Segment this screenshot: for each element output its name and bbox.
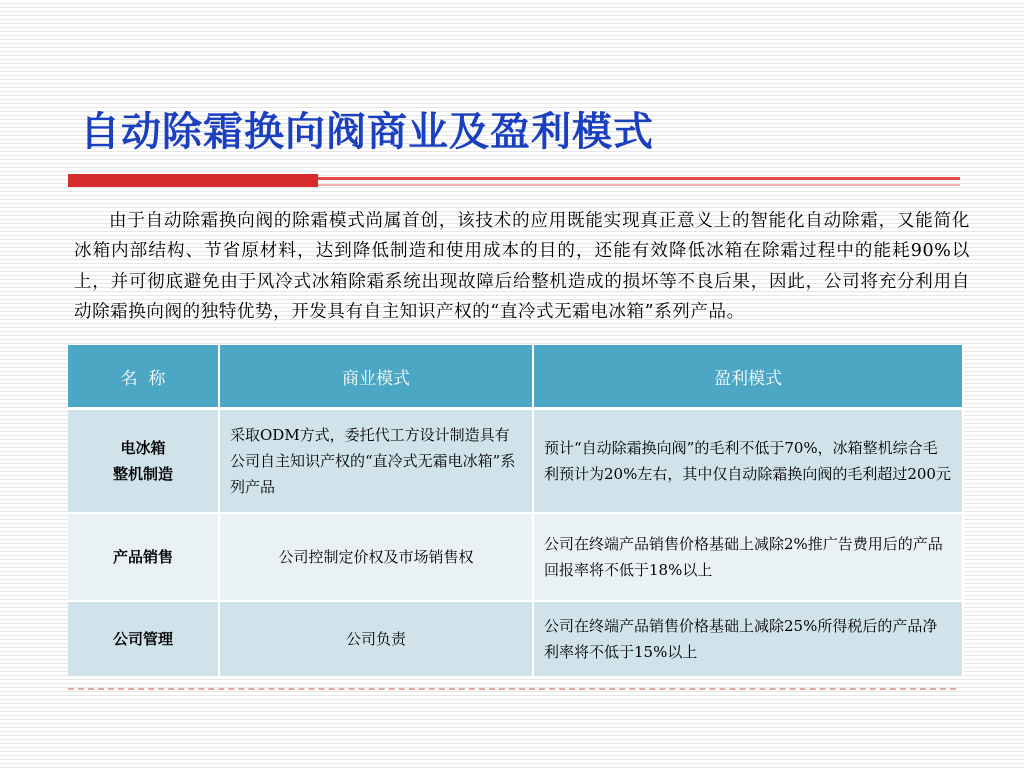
title-underline bbox=[318, 177, 960, 180]
table-header-row bbox=[68, 345, 964, 410]
row-name-cell: 公司管理 bbox=[68, 602, 220, 678]
business-model-table bbox=[68, 345, 964, 678]
table-row bbox=[68, 410, 964, 514]
row-name-cell: 产品销售 bbox=[68, 514, 220, 602]
slide-title: 自动除霜换向阀商业及盈利模式 bbox=[80, 109, 654, 155]
header-profit-model: 盈利模式 bbox=[534, 345, 964, 410]
row-name-line1: 电冰箱 bbox=[120, 439, 166, 457]
row-business-cell: 采取ODM方式，委托代工方设计制造具有公司自主知识产权的“直冷式无霜电冰箱”系列产品 bbox=[220, 410, 534, 514]
row-profit-cell: 公司在终端产品销售价格基础上减除2%推广告费用后的产品回报率将不低于18%以上 bbox=[534, 514, 964, 602]
row-profit-cell: 公司在终端产品销售价格基础上减除25%所得税后的产品净利率将不低于15%以上 bbox=[534, 602, 964, 678]
header-name: 名 称 bbox=[68, 345, 220, 410]
table-row bbox=[68, 602, 964, 678]
row-business-cell: 公司控制定价权及市场销售权 bbox=[220, 514, 534, 602]
footer-divider bbox=[68, 688, 956, 690]
header-business-model: 商业模式 bbox=[220, 345, 534, 410]
row-name-cell bbox=[68, 410, 220, 514]
intro-paragraph: 由于自动除霜换向阀的除霜模式尚属首创，该技术的应用既能实现真正意义上的智能化自动除霜，又能简化冰箱内部结构、节省原材料，达到降低制造和使用成本的目的，还能有效降低冰箱在除霜过程中的能耗90%以上，并可彻底避免由于风冷式冰箱除霜系统出现故障后给整机造成的损坏等不良后果，因此，公司将充分利用自动除霜换向阀的独特优势，开发具有自主知识产权的“直冷式无霜电冰箱”系列产品。 bbox=[74, 210, 970, 322]
table-row bbox=[68, 514, 964, 602]
row-name-line2: 整机制造 bbox=[112, 465, 173, 483]
title-underline-thin bbox=[318, 184, 960, 186]
row-profit-cell: 预计“自动除霜换向阀”的毛利不低于70%，冰箱整机综合毛利预计为20%左右，其中仅自动除霜换向阀的毛利超过200元 bbox=[534, 410, 964, 514]
row-business-cell: 公司负责 bbox=[220, 602, 534, 678]
title-accent-bar bbox=[68, 174, 318, 187]
